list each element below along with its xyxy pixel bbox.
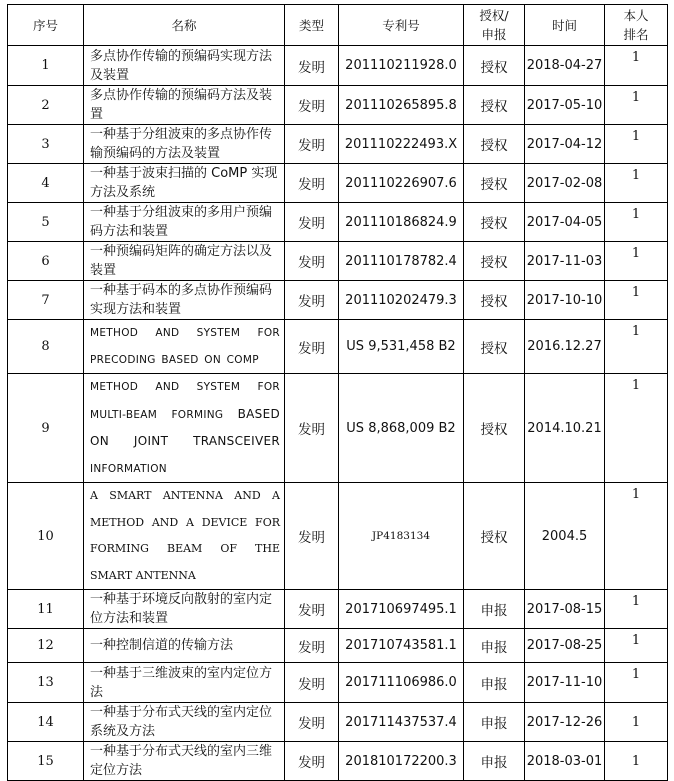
- cell-no: 3: [8, 125, 84, 164]
- header-rank: [605, 5, 668, 46]
- cell-type: 发明: [285, 590, 339, 629]
- cell-date: 2017-11-03: [525, 242, 605, 281]
- cell-type: 发明: [285, 703, 339, 742]
- table-row: [8, 125, 668, 164]
- cell-rank: 1: [605, 703, 668, 742]
- cell-no: 15: [8, 742, 84, 781]
- cell-patent: 201110178782.4: [339, 242, 464, 281]
- cell-status: 授权: [464, 203, 525, 242]
- cell-patent: 201110211928.0: [339, 46, 464, 86]
- cell-name-part2: BASED ON JOINT TRANSCEIVER: [90, 406, 281, 448]
- cell-date: 2017-11-10: [525, 663, 605, 703]
- cell-no: 14: [8, 703, 84, 742]
- cell-date: 2017-02-08: [525, 164, 605, 203]
- cell-patent: 201710697495.1: [339, 590, 464, 629]
- cell-name: 一种基于码本的多点协作预编码实现方法和装置: [84, 281, 285, 320]
- cell-no: 4: [8, 164, 84, 203]
- cell-type: 发明: [285, 483, 339, 590]
- table-row: [8, 374, 668, 483]
- table-row: [8, 590, 668, 629]
- table-row: [8, 203, 668, 242]
- header-status: [464, 5, 525, 46]
- cell-type: 发明: [285, 742, 339, 781]
- header-date: 时间: [525, 5, 605, 46]
- table-row: [8, 242, 668, 281]
- cell-rank: 1: [605, 203, 668, 242]
- cell-status: 授权: [464, 125, 525, 164]
- cell-status: 授权: [464, 281, 525, 320]
- cell-rank: 1: [605, 590, 668, 629]
- cell-date: 2017-08-25: [525, 629, 605, 663]
- cell-no: 11: [8, 590, 84, 629]
- cell-date: 2017-05-10: [525, 86, 605, 125]
- header-row: [8, 5, 668, 46]
- cell-name: 一种基于分组波束的多用户预编码方法和装置: [84, 203, 285, 242]
- cell-status: 申报: [464, 663, 525, 703]
- cell-patent: 201110222493.X: [339, 125, 464, 164]
- header-status-line2: 申报: [481, 27, 507, 42]
- cell-patent: 201110186824.9: [339, 203, 464, 242]
- table-row: [8, 164, 668, 203]
- cell-status: 授权: [464, 320, 525, 374]
- cell-name-part1: METHOD AND SYSTEM FOR MULTI-BEAM FORMING: [90, 381, 280, 421]
- cell-rank: 1: [605, 629, 668, 663]
- cell-status: 授权: [464, 374, 525, 483]
- cell-patent: US 8,868,009 B2: [339, 374, 464, 483]
- cell-no: 13: [8, 663, 84, 703]
- cell-no: 6: [8, 242, 84, 281]
- table-row: [8, 46, 668, 86]
- cell-name: 一种基于分组波束的多点协作传输预编码的方法及装置: [84, 125, 285, 164]
- table-row: [8, 483, 668, 590]
- header-rank-line1: 本人: [623, 8, 649, 23]
- cell-patent: US 9,531,458 B2: [339, 320, 464, 374]
- cell-no: 5: [8, 203, 84, 242]
- cell-rank: 1: [605, 320, 668, 374]
- cell-rank: 1: [605, 164, 668, 203]
- header-name: 名称: [84, 5, 285, 46]
- header-no: 序号: [8, 5, 84, 46]
- cell-date: 2014.10.21: [525, 374, 605, 483]
- cell-patent: 201711106986.0: [339, 663, 464, 703]
- cell-status: 授权: [464, 242, 525, 281]
- cell-date: 2017-10-10: [525, 281, 605, 320]
- cell-patent: JP4183134: [339, 483, 464, 590]
- cell-date: 2017-12-26: [525, 703, 605, 742]
- cell-name: 一种基于分布式天线的室内三维定位方法: [84, 742, 285, 781]
- cell-no: 1: [8, 46, 84, 86]
- cell-name: 多点协作传输的预编码实现方法及装置: [84, 46, 285, 86]
- cell-no: 12: [8, 629, 84, 663]
- cell-status: 申报: [464, 703, 525, 742]
- cell-status: 授权: [464, 483, 525, 590]
- cell-date: 2017-04-12: [525, 125, 605, 164]
- cell-status: 申报: [464, 629, 525, 663]
- cell-patent: 201110202479.3: [339, 281, 464, 320]
- cell-date: 2018-04-27: [525, 46, 605, 86]
- cell-type: 发明: [285, 320, 339, 374]
- cell-type: 发明: [285, 125, 339, 164]
- cell-patent: 201810172200.3: [339, 742, 464, 781]
- table-row: [8, 86, 668, 125]
- cell-type: 发明: [285, 164, 339, 203]
- cell-status: 授权: [464, 164, 525, 203]
- header-rank-line2: 排名: [623, 27, 649, 42]
- table-row: [8, 320, 668, 374]
- cell-type: 发明: [285, 663, 339, 703]
- cell-rank: 1: [605, 46, 668, 86]
- cell-name: 多点协作传输的预编码方法及装置: [84, 86, 285, 125]
- cell-rank: 1: [605, 281, 668, 320]
- cell-name: A SMART ANTENNA AND A METHOD AND A DEVICE FOR FORMING BEAM OF THE SMART ANTENNA: [84, 483, 285, 590]
- header-patent: 专利号: [339, 5, 464, 46]
- cell-type: 发明: [285, 629, 339, 663]
- cell-status: 申报: [464, 742, 525, 781]
- table-row: [8, 629, 668, 663]
- cell-date: 2018-03-01: [525, 742, 605, 781]
- cell-date: 2017-08-15: [525, 590, 605, 629]
- header-type: 类型: [285, 5, 339, 46]
- cell-no: 7: [8, 281, 84, 320]
- cell-type: 发明: [285, 242, 339, 281]
- cell-type: 发明: [285, 203, 339, 242]
- cell-name: 一种基于波束扫描的 CoMP 实现方法及系统: [84, 164, 285, 203]
- cell-rank: 1: [605, 125, 668, 164]
- cell-rank: 1: [605, 483, 668, 590]
- cell-name: 一种基于环境反向散射的室内定位方法和装置: [84, 590, 285, 629]
- cell-patent: 201110226907.6: [339, 164, 464, 203]
- cell-name: 一种基于分布式天线的室内定位系统及方法: [84, 703, 285, 742]
- cell-date: 2017-04-05: [525, 203, 605, 242]
- cell-name: 一种控制信道的传输方法: [84, 629, 285, 663]
- header-status-line1: 授权/: [479, 8, 509, 23]
- cell-no: 10: [8, 483, 84, 590]
- cell-date: 2016.12.27: [525, 320, 605, 374]
- cell-date: 2004.5: [525, 483, 605, 590]
- cell-rank: 1: [605, 374, 668, 483]
- cell-status: 授权: [464, 86, 525, 125]
- cell-patent: 201110265895.8: [339, 86, 464, 125]
- cell-status: 申报: [464, 590, 525, 629]
- table-row: [8, 742, 668, 781]
- cell-type: 发明: [285, 374, 339, 483]
- cell-type: 发明: [285, 86, 339, 125]
- table-row: [8, 281, 668, 320]
- cell-type: 发明: [285, 281, 339, 320]
- cell-no: 8: [8, 320, 84, 374]
- cell-name: 一种预编码矩阵的确定方法以及装置: [84, 242, 285, 281]
- cell-rank: 1: [605, 86, 668, 125]
- cell-rank: 1: [605, 663, 668, 703]
- patent-table: [7, 4, 668, 781]
- cell-name: METHOD AND SYSTEM FOR PRECODING BASED ON COMP: [84, 320, 285, 374]
- cell-no: 9: [8, 374, 84, 483]
- cell-rank: 1: [605, 742, 668, 781]
- cell-no: 2: [8, 86, 84, 125]
- table-row: [8, 703, 668, 742]
- cell-rank: 1: [605, 242, 668, 281]
- cell-type: 发明: [285, 46, 339, 86]
- cell-name: 一种基于三维波束的室内定位方法: [84, 663, 285, 703]
- table-row: [8, 663, 668, 703]
- cell-name: [84, 374, 285, 483]
- cell-patent: 201710743581.1: [339, 629, 464, 663]
- cell-patent: 201711437537.4: [339, 703, 464, 742]
- cell-name-part3: INFORMATION: [90, 462, 167, 475]
- cell-status: 授权: [464, 46, 525, 86]
